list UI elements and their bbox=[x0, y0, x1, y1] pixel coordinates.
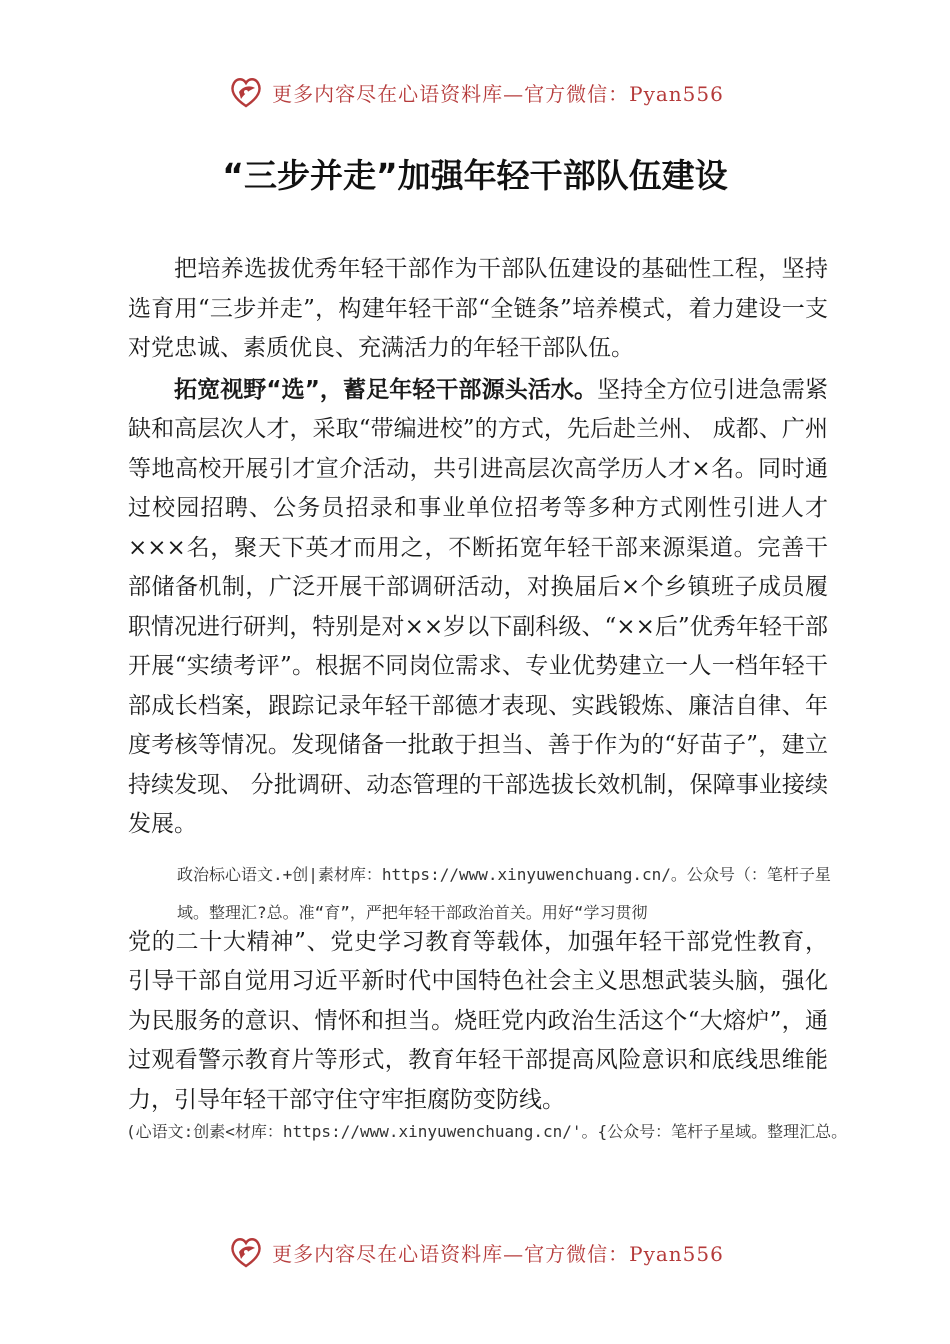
header-banner-text: 更多内容尽在心语资料库—官方微信：Pyan556 bbox=[272, 81, 724, 106]
header-banner bbox=[0, 72, 950, 112]
section2-paragraph: 党的二十大精神”、党史学习教育等载体，加强年轻干部党性教育，引导干部自觉用习近平新时代中国特色社会主义思想武装头脑，强化为民服务的意识、情怀和担当。烧旺党内政治生活这个“大熔炉”，通过观看警示教育片等形式，教育年轻干部提高风险意识和底线思维能力，引导年轻干部守住守牢拒腐防变防线。 bbox=[128, 928, 828, 1113]
page-title: “三步并走”加强年轻干部队伍建设 bbox=[222, 156, 728, 195]
heart-leaf-logo-icon bbox=[226, 72, 266, 112]
watermark-text-line: (心语文:创素<材库：https://www.xinyuwenchuang.cn/'。{公众号：笔杆子星域。整理汇总。 bbox=[126, 1122, 848, 1141]
watermark-text-line: 域。整理汇?总。准“育”，严把年轻干部政治首关。用好“学习贯彻 bbox=[177, 902, 648, 922]
section1-body: 坚持全方位引进急需紧缺和高层次人才，采取“带编进校”的方式，先后赴兰州、 成都、广州等地高校开展引才宣介活动，共引进高层次高学历人才×名。同时通过校园招聘、公务员招录和事业单位招考等多种方式刚性引进人才×××名，聚天下英才而用之，不断拓宽年轻干部来源渠道。完善干部储备机制，广泛开展干部调研活动，对换届后×个乡镇班子成员履职情况进行研判，特别是对××岁以下副科级、“××后”优秀年轻干部开展“实绩考评”。根据不同岗位需求、专业优势建立一人一档年轻干部成长档案，跟踪记录年轻干部德才表现、实践锻炼、廉洁自律、年度考核等情况。发现储备一批敢于担当、善于作为的“好苗子”，建立持续发现、 分批调研、动态管理的干部选拔长效机制，保障事业接续发展。 bbox=[128, 376, 828, 837]
intro-paragraph: 把培养选拔优秀年轻干部作为干部队伍建设的基础性工程，坚持选育用“三步并走”，构建年轻干部“全链条”培养模式，着力建设一支对党忠诚、素质优良、充满活力的年轻干部队伍。 bbox=[128, 256, 828, 361]
footer-banner-text: 更多内容尽在心语资料库—官方微信：Pyan556 bbox=[272, 1241, 724, 1266]
heart-leaf-logo-icon bbox=[226, 1232, 266, 1272]
article-body bbox=[126, 250, 848, 1142]
section1-paragraph bbox=[128, 371, 828, 845]
watermark-text-line: 政治标心语文.+创|素材库：https://www.xinyuwenchuang.cn/。公众号（：笔杆子星 bbox=[177, 864, 831, 884]
section1-heading: 拓宽视野“选”，蓄足年轻干部源头活水。 bbox=[174, 376, 598, 403]
footer-banner bbox=[0, 1232, 950, 1272]
